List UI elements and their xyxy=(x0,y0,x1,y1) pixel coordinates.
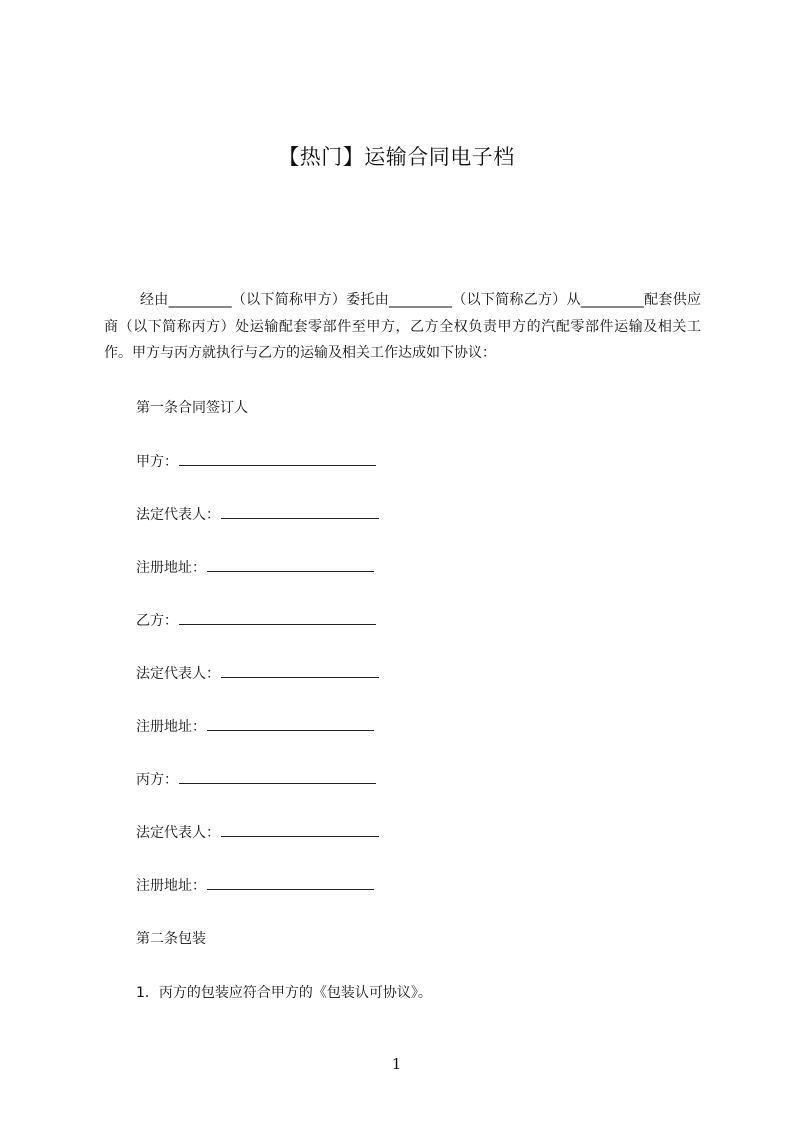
article-1-heading: 第一条合同签订人 xyxy=(136,400,248,416)
party-c-rep-blank xyxy=(221,822,379,837)
party-b-address-blank xyxy=(207,716,374,731)
party-a-rep-line xyxy=(136,504,379,525)
party-b-rep-label: 法定代表人： xyxy=(136,666,220,682)
party-c-address-label: 注册地址： xyxy=(136,878,206,894)
party-b-rep-line xyxy=(136,663,379,684)
party-b-line xyxy=(136,610,376,631)
intro-paragraph: 经由_________（以下简称甲方）委托由_________（以下简称乙方）从_________配套供应商（以下简称丙方）处运输配套零部件至甲方，乙方全权负责甲方的汽配零部件运输及相关工作。甲方与丙方就执行与乙方的运输及相关工作达成如下协议： xyxy=(104,292,701,361)
article-2-heading: 第二条包装 xyxy=(136,931,206,947)
document-title: 【热门】运输合同电子档 xyxy=(278,145,515,169)
clause-2-1: 1．丙方的包装应符合甲方的《包装认可协议》。 xyxy=(136,985,432,1001)
party-b-label: 乙方： xyxy=(136,613,178,629)
party-b-blank xyxy=(179,610,376,625)
party-a-label: 甲方： xyxy=(136,454,178,470)
party-c-line xyxy=(136,769,376,790)
page-number: 1 xyxy=(391,1055,402,1073)
party-c-blank xyxy=(179,769,376,784)
party-a-rep-blank xyxy=(221,504,379,519)
party-c-address-line xyxy=(136,875,374,896)
party-b-address-line xyxy=(136,716,374,737)
party-c-label: 丙方： xyxy=(136,772,178,788)
party-c-rep-line xyxy=(136,822,379,843)
party-a-address-label: 注册地址： xyxy=(136,560,206,576)
party-a-rep-label: 法定代表人： xyxy=(136,507,220,523)
party-b-address-label: 注册地址： xyxy=(136,719,206,735)
party-a-blank xyxy=(179,451,376,466)
party-c-address-blank xyxy=(207,875,374,890)
party-b-rep-blank xyxy=(221,663,379,678)
party-c-rep-label: 法定代表人： xyxy=(136,825,220,841)
party-a-address-blank xyxy=(207,557,374,572)
party-a-line xyxy=(136,451,376,472)
party-a-address-line xyxy=(136,557,374,578)
